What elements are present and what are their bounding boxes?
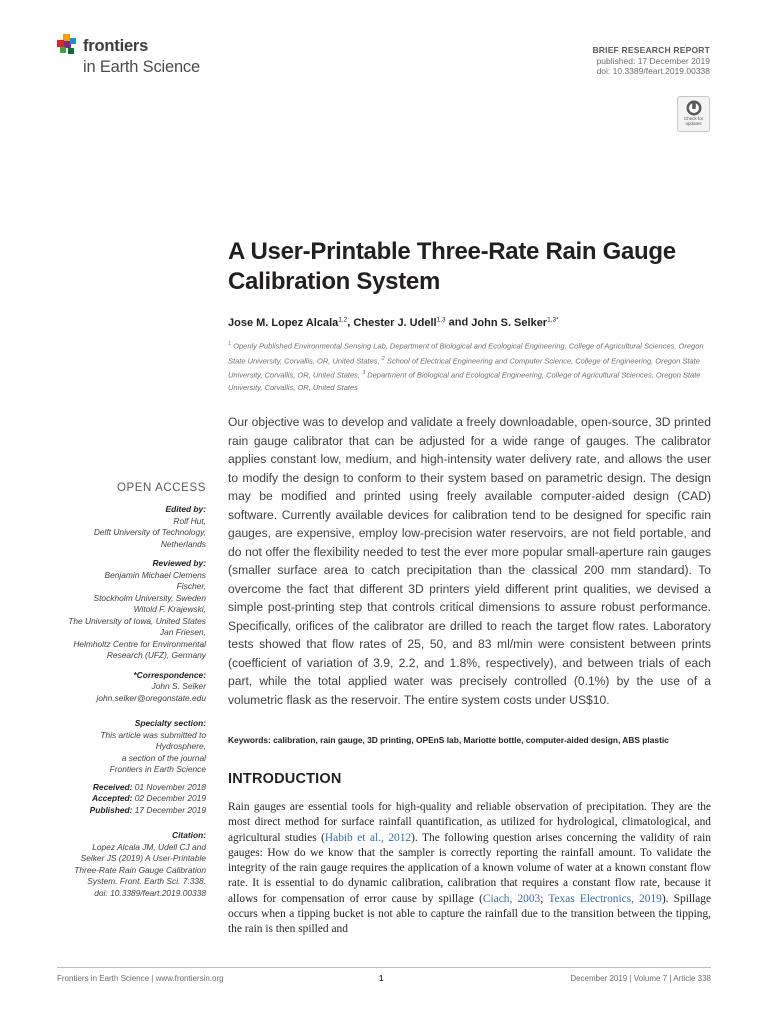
logo-subtitle: in Earth Science [83, 58, 200, 76]
citation-link[interactable]: Habib et al., 2012 [324, 831, 412, 844]
sidebar-line: Helmholtz Centre for Environmental [73, 638, 206, 649]
sidebar-line: Research (UFZ), Germany [106, 650, 206, 660]
sidebar-line: Lopez Alcala JM, Udell CJ and [92, 841, 206, 852]
check-for-updates-badge[interactable] [677, 96, 710, 132]
footer-issue: December 2019 | Volume 7 | Article 338 [570, 974, 711, 983]
edited-by-list [50, 516, 206, 551]
footer-divider [57, 967, 711, 968]
frontiers-logo-icon [57, 34, 79, 60]
keywords: Keywords: calibration, rain gauge, 3D printing, OPEnS lab, Mariotte bottle, computer-aided design, ABS plastic [228, 735, 669, 745]
sidebar-line: Jan Friesen, [159, 627, 206, 637]
sidebar-line: The University of Iowa, United States [68, 615, 206, 626]
sidebar-line: a section of the journal [121, 752, 206, 763]
author-name[interactable]: Chester J. Udell$^{1,3}$ [353, 316, 446, 329]
citation-label: Citation: [172, 830, 206, 840]
sidebar-line: Delft University of Technology, [93, 527, 206, 537]
sidebar-line: Fischer, [176, 581, 206, 591]
correspondence-label: *Correspondence: [133, 669, 206, 680]
sidebar-line: Witold F. Krajewski, [133, 604, 206, 614]
specialty-section-label: Specialty section: [134, 718, 206, 728]
abstract: Our objective was to develop and validate a freely downloadable, open-source, 3D printed rain gauge calibrator that can be adjusted for a wide range of gauges. The calibrator applies constant low, medium, and high-intensity water delivery rate, and allows the user to modify the design to conform to their system based on parametric design. The design may be modified and printed using freely available computer-aided design (CAD) software. Currently available devices for calibration tend to be designed for specific rain gauges, are expensive, employ low-precision water reservoirs, are not field portable, and do not offer the flexibility needed to test the ever more popular small-aperture rain gauges (smaller surface area to catch precipitation than the classical 200 mm standard). To overcome the fact that different 3D printers yield different print qualities, we devised a simple post-printing step that controls critical dimensions to assure robust performance. Specifically, orifices of the calibrator are drilled to reach the target flow rates. Laboratory tests showed that flow rates of 25, 50, and 83 ml/min were consistent between prints (coefficient of variation of 3.9, 2.2, and 1.8%, respectively), and between trials of each part, while the total applied water was precisely controlled (0.1%) by the use of a volumetric flask as the reservoir. The entire system costs under US$10. [228, 415, 711, 707]
citation-list [50, 842, 206, 900]
accepted-date: Accepted: 02 December 2019 [91, 793, 206, 803]
affiliations: $^1$ Openly Published Environmental Sensing Lab, Department of Biological and Ecological Engineering, College of Agricultural Sciences, Oregon State University, Corvallis, OR, United States, $^2$ School of Electrical Engineering and Computer Science, College of Engineering, Oregon State University, Corvallis, OR, United States, $^3$ Department of Biological and Ecological Engineering, College of Agricultural Sciences, Oregon State University, Corvallis, OR, United States [228, 341, 704, 393]
sidebar-line: John S. Selker [151, 681, 206, 691]
received-date: Received: 01 November 2018 [92, 781, 206, 792]
specialty-section-list [50, 730, 206, 776]
article-info-sidebar [50, 482, 206, 899]
sidebar-line: Hydrosphere, [155, 741, 206, 751]
citation-link[interactable]: Ciach, 2003 [482, 892, 541, 905]
article-meta [592, 45, 710, 77]
published-date: published: 17 December 2019 [596, 55, 710, 66]
citation-link[interactable]: Texas Electronics, 2019 [548, 892, 662, 905]
sidebar-line: This article was submitted to [100, 729, 206, 740]
author-name[interactable]: John S. Selker$^{1,3*}$ [471, 316, 559, 329]
article-title: A User-Printable Three-Rate Rain Gauge Calibration System [228, 238, 676, 295]
sidebar-line: john.selker@oregonstate.edu [96, 692, 206, 703]
section-heading-introduction: INTRODUCTION [228, 771, 342, 787]
sidebar-line: Stockholm University, Sweden [93, 592, 206, 603]
check-updates-icon [686, 100, 702, 116]
reviewed-by-list [50, 570, 206, 662]
edited-by-label: Edited by: [165, 504, 206, 514]
article-type: BRIEF RESEARCH REPORT [592, 45, 710, 55]
sidebar-line: Netherlands [160, 538, 206, 549]
sidebar-line: Selker JS (2019) A User-Printable [80, 853, 206, 863]
introduction-text: Rain gauges are essential tools for high-quality and reliable observation of precipitation. They are the most direct method for surface rainfall quantification, as utilized for hydrological, climatological, and agricultural studies (Habib et al., 2012). The following question arises concerning the validity of rain gauges: How do we know that the sampler is correctly reporting the rainfall amount. To validate the integrity of the rain gauge requires the application of a known volume of water at a known constant flow rate. It is essential to do dynamic calibration, calibration that requires a constant flow rate, because it allows for compensation of error cause by spillage (Ciach, 2003; Texas Electronics, 2019). Spillage occurs when a tipping bucket is not able to capture the rainfall due to the transition between the tipping, the rain is then spilled and [228, 801, 711, 936]
article-doi[interactable]: doi: 10.3389/feart.2019.00338 [596, 66, 710, 77]
open-access-label: OPEN ACCESS [116, 482, 206, 494]
author-list: Jose M. Lopez Alcala$^{1,2}$, Chester J. Udell$^{1,3}$ and John S. Selker$^{1,3*}$ [228, 316, 559, 329]
journal-logo [57, 34, 227, 84]
sidebar-line: Rolf Hut, [173, 515, 206, 526]
sidebar-line: System. Front. Earth Sci. 7:338. [87, 876, 206, 886]
author-name[interactable]: Jose M. Lopez Alcala$^{1,2}$ [228, 316, 348, 329]
badge-label: Check for updates [683, 116, 704, 126]
sidebar-line: doi: 10.3389/feart.2019.00338 [94, 887, 206, 898]
sidebar-line: Benjamin Michael Clemens [104, 569, 206, 580]
sidebar-line: Three-Rate Rain Gauge Calibration [74, 864, 206, 875]
correspondence-list [50, 681, 206, 704]
published-date-sidebar: Published: 17 December 2019 [89, 804, 206, 815]
logo-title: frontiers [83, 37, 149, 55]
footer-journal[interactable]: Frontiers in Earth Science | www.frontiersin.org [57, 974, 224, 983]
page-number: 1 [379, 974, 384, 983]
sidebar-line: Frontiers in Earth Science [109, 764, 206, 774]
reviewed-by-label: Reviewed by: [152, 558, 206, 568]
